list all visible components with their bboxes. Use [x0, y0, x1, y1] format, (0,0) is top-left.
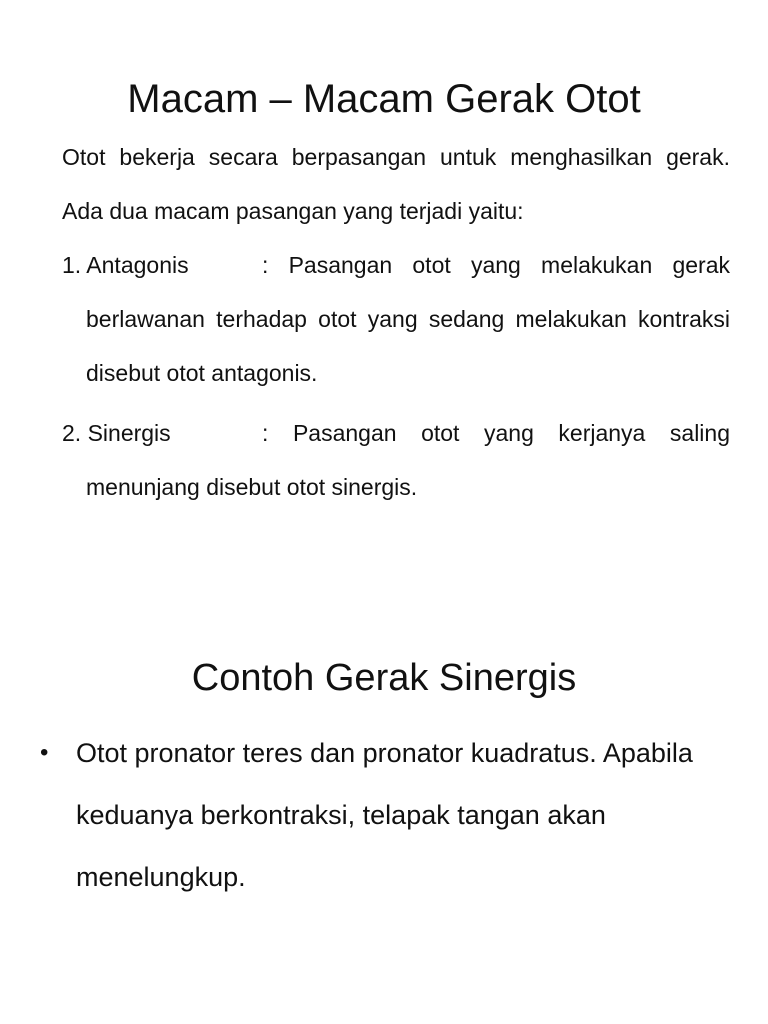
list-item-first-line: [62, 406, 730, 460]
bullet-marker-icon: •: [40, 739, 49, 766]
slide1-title: Macam – Macam Gerak Otot: [127, 76, 641, 121]
item-term: 2. Sinergis: [62, 420, 171, 446]
item-definition-start: : Pasangan otot yang kerjanya saling: [262, 420, 730, 446]
list-item-first-line: [62, 238, 730, 292]
intro-paragraph: Otot bekerja secara berpasangan untuk menghasilkan gerak. Ada dua macam pasangan yang terjadi yaitu:: [62, 144, 730, 224]
bullet-item: [40, 722, 740, 908]
list-item-sinergis: [62, 406, 730, 514]
item-definition-start: : Pasangan otot yang melakukan gerak: [262, 252, 730, 278]
bullet-text: Otot pronator teres dan pronator kuadratus. Apabila keduanya berkontraksi, telapak tangan akan menelungkup.: [76, 738, 693, 892]
bullet-list: [40, 722, 740, 908]
item-definition-continued: berlawanan terhadap otot yang sedang melakukan kontraksi disebut otot antagonis.: [86, 306, 730, 386]
item-term: 1. Antagonis: [62, 252, 189, 278]
slide2-title: Contoh Gerak Sinergis: [191, 656, 577, 699]
item-definition-continued: menunjang disebut otot sinergis.: [86, 474, 418, 500]
list-item-antagonis: [62, 238, 730, 400]
